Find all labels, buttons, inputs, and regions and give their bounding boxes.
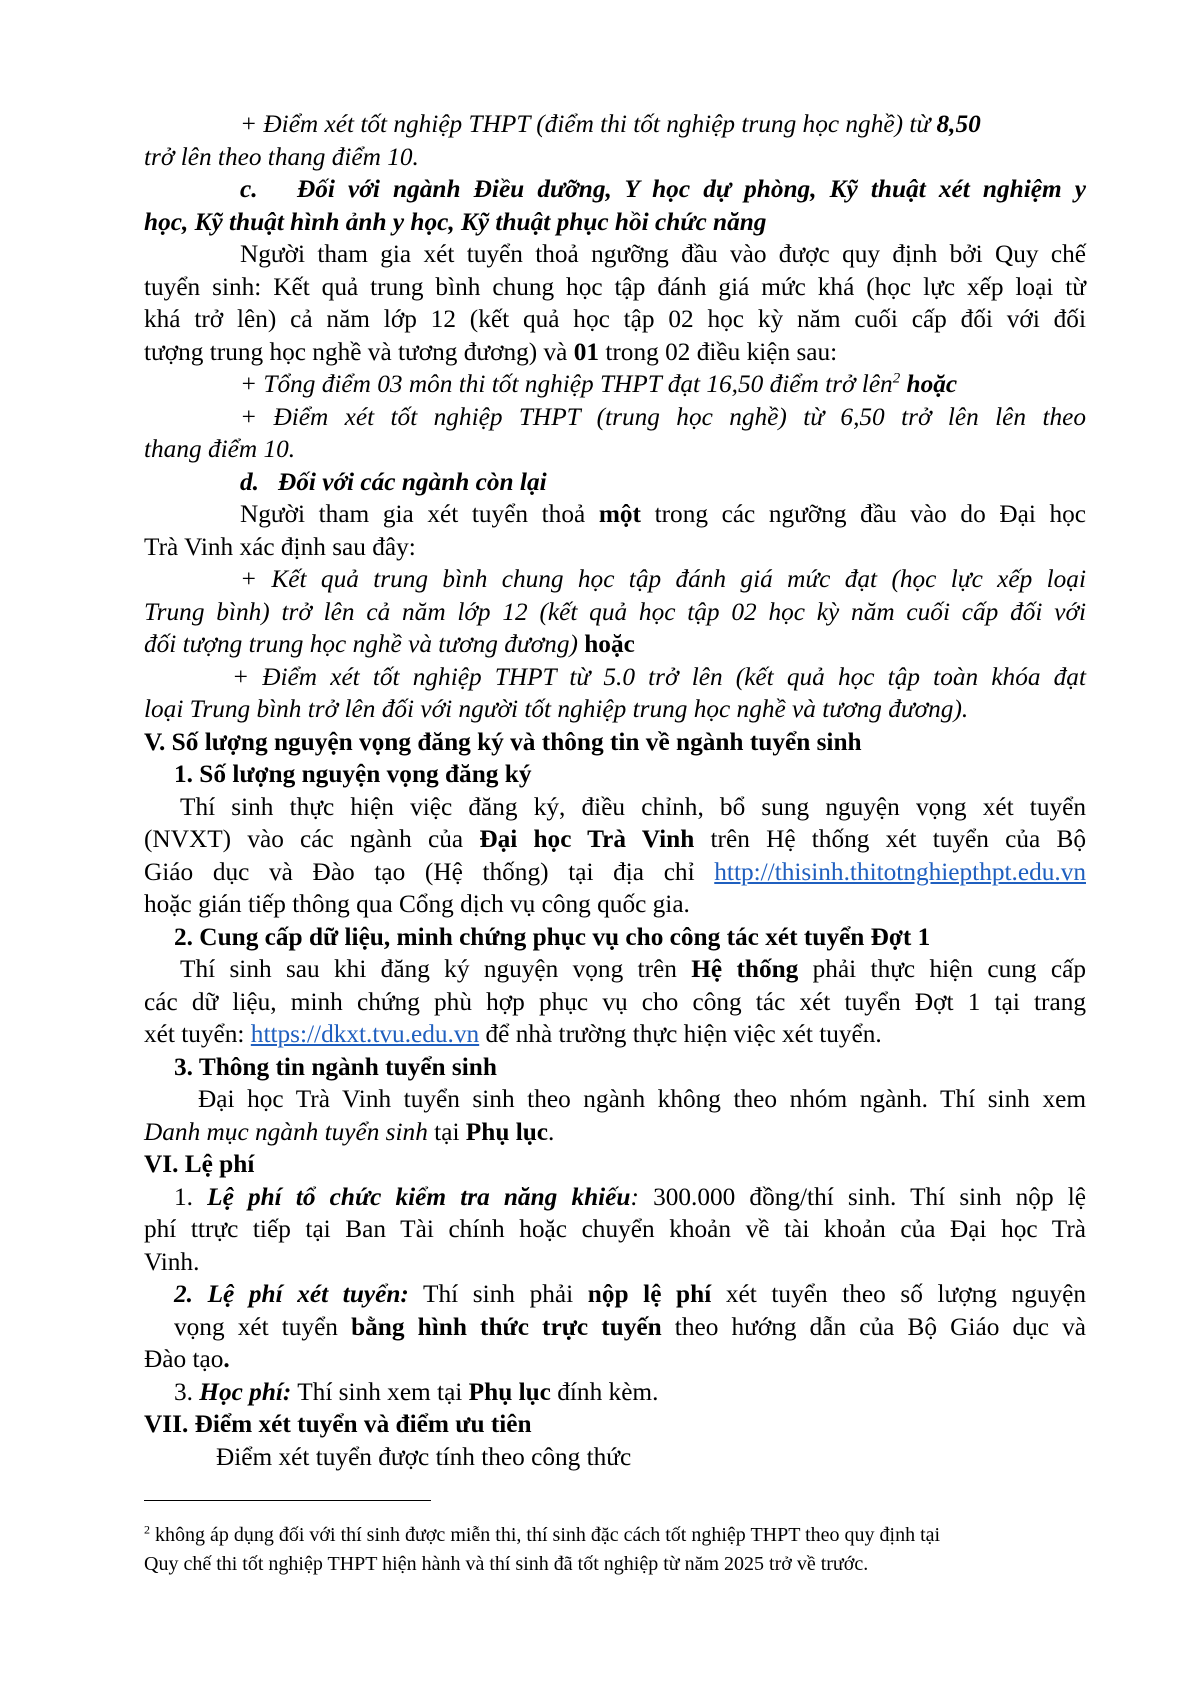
paragraph-line: [144, 823, 1086, 856]
bullet-line: [144, 433, 1086, 466]
paragraph-line: [144, 1278, 1086, 1311]
text-span: phí ttrực tiếp tại Ban Tài chính hoặc chuyển khoản về tài khoản của Đại học Trà: [144, 1215, 1086, 1243]
footnote-line: [144, 1521, 1086, 1550]
item-title: 2. Cung cấp dữ liệu, minh chứng phục vụ cho công tác xét tuyển Đợt 1: [174, 922, 931, 951]
bullet-line: [144, 401, 1086, 434]
paragraph-line: [144, 1441, 1086, 1474]
text-span: tại: [427, 1117, 466, 1146]
item-heading: [144, 1051, 1086, 1084]
emphasis: Đại học Trà Vinh: [479, 825, 695, 853]
emphasis: bằng hình thức trực tuyến: [351, 1312, 662, 1341]
text-span: + Kết quả trung bình chung học tập đánh giá mức đạt (học lực xếp loại: [240, 565, 1086, 593]
text-span: Đại học Trà Vinh tuyển sinh theo ngành không theo nhóm ngành. Thí sinh xem: [198, 1085, 1086, 1113]
paragraph-line: [144, 1018, 1086, 1051]
item-label: Lệ phí tổ chức kiểm tra năng khiếu: [207, 1182, 631, 1211]
text-span: Trà Vinh xác định sau đây:: [144, 532, 416, 561]
bullet-line: [144, 661, 1086, 694]
text-span: Vinh.: [144, 1247, 200, 1276]
item-title: 3. Thông tin ngành tuyển sinh: [174, 1052, 497, 1081]
emphasis: 01: [573, 337, 600, 366]
paragraph-line: [144, 531, 1086, 564]
paragraph-line: [144, 238, 1086, 271]
paragraph-line: [144, 1376, 1086, 1409]
paragraph-line: [144, 303, 1086, 336]
paragraph-line: [144, 336, 1086, 369]
text-span: tuyển sinh: Kết quả trung bình chung học tập đánh giá mức khá (học lực xếp loại từ: [144, 272, 1086, 301]
section-heading-vii: [144, 1408, 1086, 1441]
emphasis: 8,50: [936, 110, 981, 138]
emphasis: .: [223, 1345, 230, 1373]
emphasis: Hệ thống: [691, 955, 799, 983]
text-line: [144, 141, 1086, 174]
subsection-title: Đối với các ngành còn lại: [277, 467, 547, 496]
text-span: các dữ liệu, minh chứng phù hợp phục vụ cho công tác xét tuyển Đợt 1 tại trang: [144, 987, 1086, 1016]
text-span: xét tuyển theo số lượng nguyện: [711, 1280, 1087, 1308]
bullet-line: [144, 596, 1086, 629]
emphasis: Phụ lục: [468, 1377, 551, 1406]
text-span: Người tham gia xét tuyển thoả: [240, 500, 599, 528]
section-heading-vi: [144, 1148, 1086, 1181]
item-heading: [144, 921, 1086, 954]
registration-system-link[interactable]: http://thisinh.thitotnghiepthpt.edu.vn: [714, 857, 1086, 886]
subsection-title: Đối với ngành Điều dưỡng, Y học dự phòng, Kỹ thuật xét nghiệm y: [296, 175, 1086, 203]
text-span: :: [630, 1182, 639, 1211]
emphasis: Phụ lục: [465, 1117, 549, 1146]
document-body: [144, 108, 1086, 1473]
footnote: [144, 1521, 1086, 1578]
dkxt-link[interactable]: https://dkxt.tvu.edu.vn: [250, 1020, 480, 1048]
section-heading-v: [144, 726, 1086, 759]
item-title: 1. Số lượng nguyện vọng đăng ký: [174, 760, 532, 788]
paragraph-line: [144, 856, 1086, 889]
subsection-title: học, Kỹ thuật hình ảnh y học, Kỹ thuật phục hồi chức năng: [144, 207, 767, 236]
footnote-text: không áp dụng đối với thí sinh được miễn thi, thí sinh đặc cách tốt nghiệp THPT theo quy định tại: [150, 1524, 941, 1546]
text-span: + Điểm xét tốt nghiệp THPT (điểm thi tốt nghiệp trung học nghề) từ: [240, 110, 937, 138]
bullet-line: [144, 693, 1086, 726]
item-heading: [144, 758, 1086, 791]
paragraph-line: [144, 271, 1086, 304]
text-span: thang điểm 10.: [144, 435, 296, 463]
list-number: 1.: [174, 1182, 208, 1211]
emphasis: hoặc: [900, 370, 958, 398]
text-span: theo hướng dẫn của Bộ Giáo dục và: [661, 1312, 1086, 1341]
text-span: .: [548, 1117, 555, 1146]
text-span: phải thực hiện cung cấp: [798, 955, 1086, 983]
paragraph-line: [144, 888, 1086, 921]
text-span: tượng trung học nghề và tương đương) và: [144, 337, 574, 366]
text-span: xét tuyển:: [144, 1020, 251, 1048]
paragraph-line: [144, 986, 1086, 1019]
list-number: 3.: [174, 1377, 200, 1406]
section-title: V. Số lượng nguyện vọng đăng ký và thông tin về ngành tuyển sinh: [144, 727, 862, 756]
text-span: để nhà trường thực hiện việc xét tuyển.: [479, 1020, 882, 1048]
section-title: VI. Lệ phí: [144, 1150, 255, 1178]
text-span: hoặc gián tiếp thông qua Cổng dịch vụ công quốc gia.: [144, 890, 690, 918]
text-span: vọng xét tuyển: [174, 1312, 352, 1341]
text-span: trong các ngưỡng đầu vào do Đại học: [640, 500, 1086, 528]
text-span: trên Hệ thống xét tuyển của Bộ: [694, 825, 1086, 853]
text-span: + Điểm xét tốt nghiệp THPT (trung học nghề) từ 6,50 trở lên lên theo: [240, 402, 1086, 431]
text-line: [144, 108, 1086, 141]
subsection-heading-c-cont: [144, 206, 1086, 239]
text-span: đối tượng trung học nghề và tương đương): [144, 630, 578, 658]
paragraph-line: [144, 953, 1086, 986]
text-span: Thí sinh xem tại: [291, 1377, 469, 1406]
emphasis: Danh mục ngành tuyển sinh: [144, 1117, 428, 1146]
text-span: Thí sinh sau khi đăng ký nguyện vọng trên: [180, 955, 692, 983]
text-span: khá trở lên) cả năm lớp 12 (kết quả học tập 02 học kỳ năm cuối cấp đối với đối: [144, 305, 1086, 333]
paragraph-line: [144, 1246, 1086, 1279]
text-span: loại Trung bình trở lên đối với người tốt nghiệp trung học nghề và tương đương).: [144, 695, 969, 723]
emphasis: một: [598, 500, 641, 528]
paragraph-line: [144, 1083, 1086, 1116]
paragraph-line: [144, 791, 1086, 824]
paragraph-line: [144, 498, 1086, 531]
text-span: đính kèm.: [550, 1377, 659, 1406]
text-span: Giáo dục và Đào tạo (Hệ thống) tại địa chỉ: [144, 857, 715, 886]
text-span: 300.000 đồng/thí sinh. Thí sinh nộp lệ: [638, 1182, 1086, 1211]
footnote-ref[interactable]: 2: [892, 370, 901, 387]
text-span: Người tham gia xét tuyển thoả ngưỡng đầu vào được quy định bởi Quy chế: [240, 240, 1086, 268]
subsection-heading-d: [144, 466, 1086, 499]
footnote-text: Quy chế thi tốt nghiệp THPT hiện hành và thí sinh đã tốt nghiệp từ năm 2025 trở về trước.: [144, 1552, 869, 1575]
text-span: Đào tạo: [144, 1345, 224, 1373]
subsection-label: c.: [240, 175, 258, 203]
paragraph-line: [144, 1116, 1086, 1149]
subsection-heading-c: [144, 173, 1086, 206]
text-span: Điểm xét tuyển được tính theo công thức: [216, 1442, 632, 1471]
item-label: 2. Lệ phí xét tuyển:: [174, 1280, 409, 1308]
text-span: trong 02 điều kiện sau:: [599, 337, 838, 366]
footnote-separator: [144, 1500, 431, 1501]
text-span: + Tổng điểm 03 môn thi tốt nghiệp THPT đạt 16,50 điểm trở lên: [240, 370, 893, 398]
section-title: VII. Điểm xét tuyển và điểm ưu tiên: [144, 1410, 532, 1438]
paragraph-line: [144, 1213, 1086, 1246]
item-label: Học phí:: [199, 1377, 292, 1406]
bullet-line: [144, 563, 1086, 596]
text-span: Thí sinh phải: [408, 1280, 588, 1308]
text-span: Trung bình) trở lên cả năm lớp 12 (kết quả học tập 02 học kỳ năm cuối cấp đối với: [144, 597, 1086, 626]
paragraph-line: [144, 1181, 1086, 1214]
text-span: + Điểm xét tốt nghiệp THPT từ 5.0 trở lên (kết quả học tập toàn khóa đạt: [232, 662, 1086, 691]
subsection-label: d.: [240, 467, 259, 496]
footnote-line: [144, 1550, 1086, 1579]
bullet-line: [144, 368, 1086, 401]
emphasis: nộp lệ phí: [587, 1280, 712, 1308]
text-span: Thí sinh thực hiện việc đăng ký, điều chỉnh, bổ sung nguyện vọng xét tuyển: [180, 792, 1086, 821]
emphasis: hoặc: [577, 630, 635, 658]
paragraph-line: [144, 1343, 1086, 1376]
footnote-mark: 2: [144, 1522, 150, 1537]
text-span: (NVXT) vào các ngành của: [144, 825, 480, 853]
text-span: trở lên theo thang điểm 10.: [144, 142, 419, 171]
paragraph-line: [144, 1311, 1086, 1344]
bullet-line: [144, 628, 1086, 661]
